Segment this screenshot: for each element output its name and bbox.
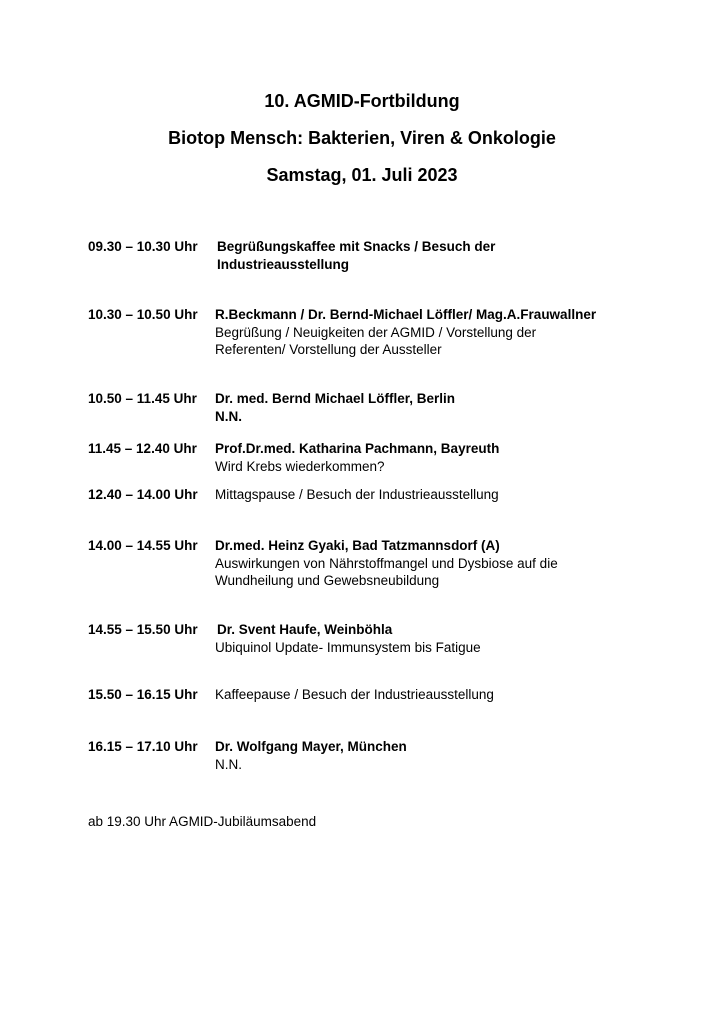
entry-description: N.N. [215,408,242,424]
entry-body [215,390,685,425]
entry-title: Dr. Wolfgang Mayer, München [215,739,407,754]
entry-title: Dr.med. Heinz Gyaki, Bad Tatzmannsdorf (A) [215,538,500,553]
entry-title: Dr. med. Bernd Michael Löffler, Berlin [215,391,456,406]
entry-time: 16.15 – 17.10 Uhr [88,739,198,754]
entry-description: Wird Krebs wiederkommen? [215,458,385,474]
entry-time: 11.45 – 12.40 Uhr [88,441,197,456]
entry-description: Begrüßung / Neuigkeiten der AGMID / Vorstellung der Referenten/ Vorstellung der Aussteller [215,324,537,357]
entry-title: Prof.Dr.med. Katharina Pachmann, Bayreuth [215,441,500,456]
entry-time: 10.50 – 11.45 Uhr [88,391,197,406]
entry-body [215,738,685,773]
entry-title: Begrüßungskaffee mit Snacks / Besuch der Industrieausstellung [217,239,496,272]
entry-body [217,238,547,273]
entry-title: R.Beckmann / Dr. Bernd-Michael Löffler/ Mag.A.Frauwallner [215,307,597,322]
evening-event-note: ab 19.30 Uhr AGMID-Jubiläumsabend [88,814,317,829]
document-header [0,83,724,194]
entry-body [215,440,685,475]
entry-time: 12.40 – 14.00 Uhr [88,487,198,502]
entry-time: 14.00 – 14.55 Uhr [88,538,198,553]
entry-time: 15.50 – 16.15 Uhr [88,687,198,702]
event-title: 10. AGMID-Fortbildung [264,91,460,111]
entry-description: Auswirkungen von Nährstoffmangel und Dysbiose auf die Wundheilung und Gewebsneubildung [215,555,558,588]
entry-time: 10.30 – 10.50 Uhr [88,307,198,322]
event-date: Samstag, 01. Juli 2023 [266,165,458,185]
entry-description: Mittagspause / Besuch der Industrieausstellung [215,487,499,502]
entry-time: 14.55 – 15.50 Uhr [88,622,198,637]
entry-description: Ubiquinol Update- Immunsystem bis Fatigue [215,639,481,655]
entry-body [215,486,685,504]
entry-description: N.N. [215,756,242,772]
entry-body [215,306,635,359]
entry-time: 09.30 – 10.30 Uhr [88,239,198,254]
event-subtitle: Biotop Mensch: Bakterien, Viren & Onkologie [168,128,556,148]
entry-body [215,686,685,704]
entry-description: Kaffeepause / Besuch der Industrieausstellung [215,687,494,702]
entry-body [215,537,600,590]
entry-body [215,621,685,656]
entry-title: Dr. Svent Haufe, Weinböhla [217,622,393,637]
